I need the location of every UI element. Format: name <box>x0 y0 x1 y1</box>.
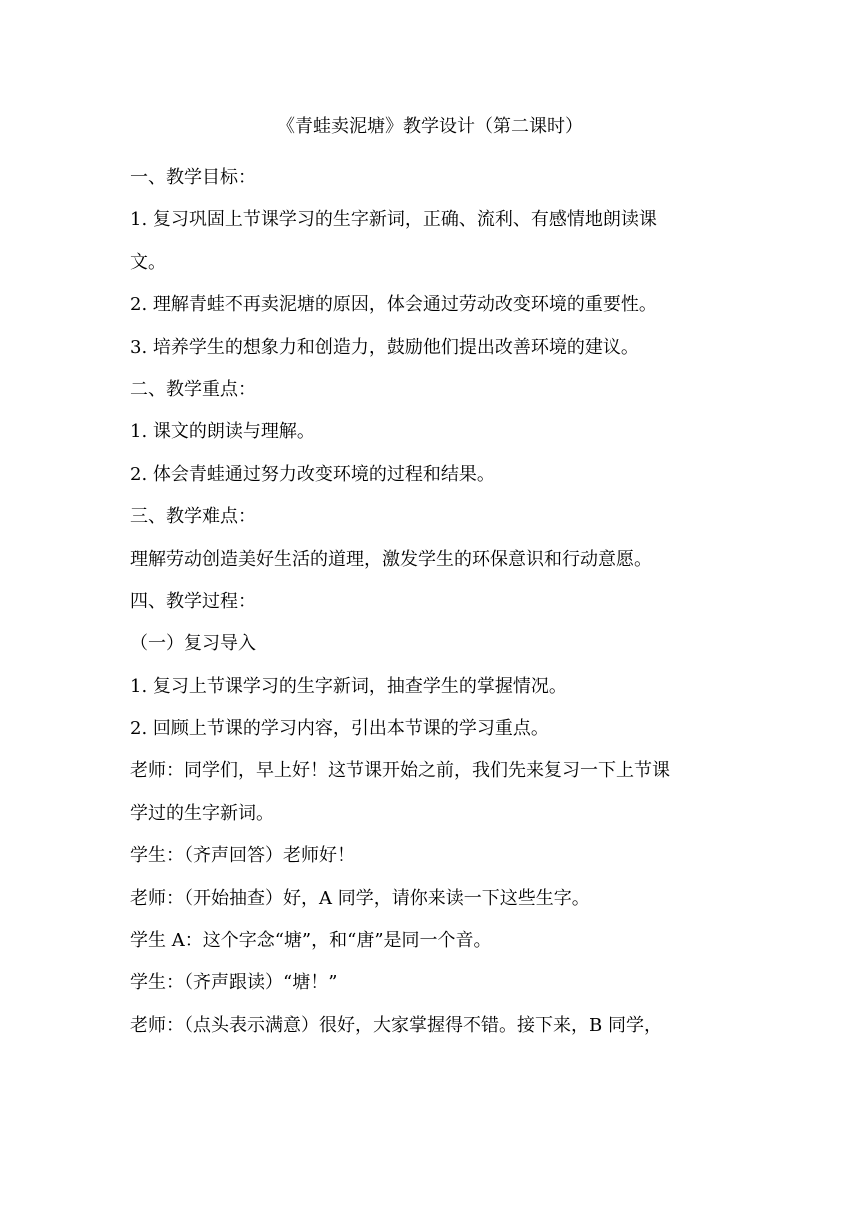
objective-item-2: 2. 理解青蛙不再卖泥塘的原因，体会通过劳动改变环境的重要性。 <box>130 294 657 316</box>
dialogue-line: 学生：（齐声回答）老师好！ <box>130 845 355 867</box>
section-heading-objectives: 一、教学目标： <box>130 167 256 188</box>
document-title: 《青蛙卖泥塘》教学设计（第二课时） <box>277 116 583 137</box>
section-heading-difficulties: 三、教学难点： <box>130 506 256 528</box>
objective-item-3: 3. 培养学生的想象力和创造力，鼓励他们提出改善环境的建议。 <box>130 336 639 358</box>
process-item-2: 2. 回顾上节课的学习内容，引出本节课的学习重点。 <box>130 718 549 740</box>
dialogue-line: 老师：同学们，早上好！这节课开始之前，我们先来复习一下上节课 <box>130 760 670 782</box>
dialogue-line: 学生：（齐声跟读）“塘！” <box>130 972 338 994</box>
dialogue-line-continued: 学过的生字新词。 <box>130 802 274 824</box>
objective-item-1-continued: 文。 <box>130 251 166 273</box>
section-heading-process: 四、教学过程： <box>130 590 256 612</box>
dialogue-line: 老师：（点头表示满意）很好，大家掌握得不错。接下来，B 同学， <box>130 1014 662 1036</box>
document-body <box>130 157 734 1047</box>
key-point-item-1: 1. 课文的朗读与理解。 <box>130 421 315 443</box>
objective-item-1: 1. 复习巩固上节课学习的生字新词，正确、流利、有感情地朗读课 <box>130 209 657 231</box>
difficulty-text: 理解劳动创造美好生活的道理，激发学生的环保意识和行动意愿。 <box>130 548 652 570</box>
dialogue-line: 学生 A：这个字念“塘”，和“唐”是同一个音。 <box>130 930 492 952</box>
process-item-1: 1. 复习上节课学习的生字新词，抽查学生的掌握情况。 <box>130 675 567 697</box>
subsection-heading-review: （一）复习导入 <box>130 633 256 655</box>
dialogue-line: 老师：（开始抽查）好，A 同学，请你来读一下这些生字。 <box>130 887 590 909</box>
section-heading-key-points: 二、教学重点： <box>130 378 256 400</box>
key-point-item-2: 2. 体会青蛙通过努力改变环境的过程和结果。 <box>130 463 495 485</box>
